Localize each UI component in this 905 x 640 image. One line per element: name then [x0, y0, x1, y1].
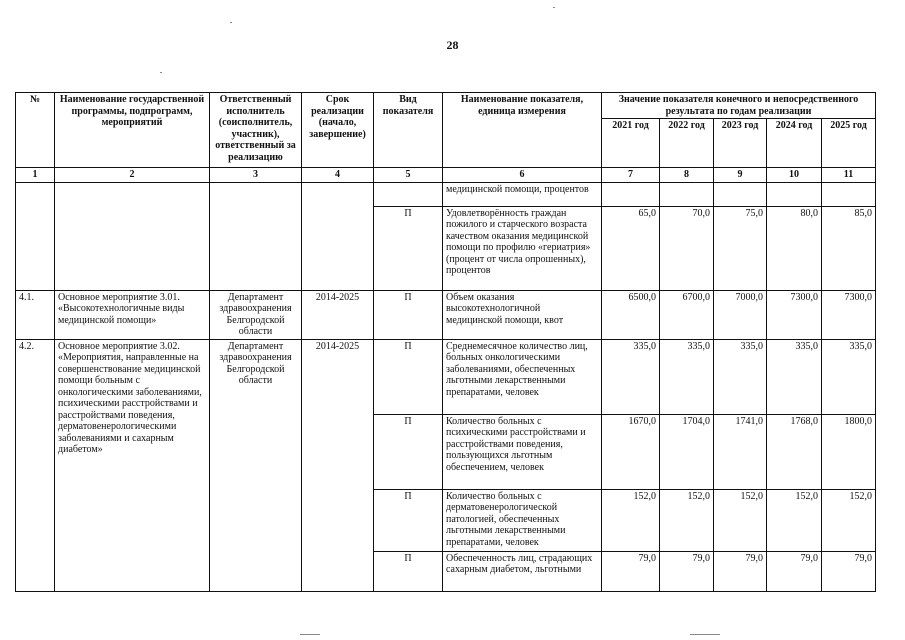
row-value: 152,0	[660, 489, 714, 551]
header-indicator-name: Наименование показателя, единица измерения	[443, 93, 602, 168]
row-value: 1741,0	[714, 414, 767, 489]
row-period: 2014-2025	[302, 290, 374, 339]
row-value: 152,0	[822, 489, 876, 551]
row-value: 335,0	[660, 339, 714, 414]
row-no: 4.1.	[16, 290, 55, 339]
row-executor: Департамент здравоохранения Белгородской области	[210, 339, 302, 591]
row-indicator: Обеспеченность лиц, страдающих сахарным диабетом, льготными	[443, 551, 602, 591]
column-number: 9	[714, 168, 767, 183]
row-period	[302, 182, 374, 290]
row-value: 335,0	[714, 339, 767, 414]
row-value: 79,0	[714, 551, 767, 591]
column-number: 3	[210, 168, 302, 183]
scan-speck	[230, 22, 232, 23]
row-type: П	[374, 551, 443, 591]
row-value	[822, 182, 876, 206]
column-number: 4	[302, 168, 374, 183]
row-no: 4.2.	[16, 339, 55, 591]
row-value: 152,0	[767, 489, 822, 551]
row-indicator: Объем оказания высокотехнологичной медицинской помощи, квот	[443, 290, 602, 339]
row-value: 79,0	[660, 551, 714, 591]
header-year: 2025 год	[822, 119, 876, 168]
row-type: П	[374, 339, 443, 414]
row-indicator: Среднемесячное количество лиц, больных онкологическими заболеваниями, обеспеченных льготными лекарственными препаратами, человек	[443, 339, 602, 414]
row-value	[660, 182, 714, 206]
row-value: 152,0	[714, 489, 767, 551]
table-row	[16, 182, 876, 206]
page-number: 28	[446, 38, 459, 52]
row-value: 65,0	[602, 206, 660, 290]
row-indicator: Количество больных с психическими расстройствами и расстройствами поведения, пользующихся льготным обеспечением, человек	[443, 414, 602, 489]
row-indicator: Количество больных с дерматовенерологической патологией, обеспеченных льготными лекарственными препаратами, человек	[443, 489, 602, 551]
program-table	[15, 92, 876, 592]
row-value: 1800,0	[822, 414, 876, 489]
row-type: П	[374, 290, 443, 339]
row-value: 7000,0	[714, 290, 767, 339]
header-program-name: Наименование государственной программы, подпрограмм, мероприятий	[55, 93, 210, 168]
row-type: П	[374, 489, 443, 551]
header-year: 2022 год	[660, 119, 714, 168]
column-number: 6	[443, 168, 602, 183]
row-value: 79,0	[822, 551, 876, 591]
row-no	[16, 182, 55, 290]
row-value: 7300,0	[822, 290, 876, 339]
row-value: 1768,0	[767, 414, 822, 489]
row-value	[714, 182, 767, 206]
header-executor: Ответственный исполнитель (соисполнитель, участник), ответственный за реализацию	[210, 93, 302, 168]
row-executor	[210, 182, 302, 290]
column-number: 1	[16, 168, 55, 183]
row-value: 7300,0	[767, 290, 822, 339]
row-value: 75,0	[714, 206, 767, 290]
row-value: 335,0	[767, 339, 822, 414]
row-value: 1704,0	[660, 414, 714, 489]
row-value: 6500,0	[602, 290, 660, 339]
row-period: 2014-2025	[302, 339, 374, 591]
column-number: 2	[55, 168, 210, 183]
scan-speck	[300, 634, 320, 635]
row-value: 335,0	[822, 339, 876, 414]
row-value	[602, 182, 660, 206]
row-name: Основное мероприятие 3.02. «Мероприятия, направленные на совершенствование медицинской помощи больным с онкологическими заболеваниями, психическими расстройствами и расстройствами поведения, дерматовенерологическими заболеваниями и сахарным диабетом»	[55, 339, 210, 591]
row-name: Основное мероприятие 3.01. «Высокотехнологичные виды медицинской помощи»	[55, 290, 210, 339]
scan-speck	[690, 634, 720, 635]
row-type	[374, 182, 443, 206]
row-value: 335,0	[602, 339, 660, 414]
row-type: П	[374, 206, 443, 290]
header-year: 2023 год	[714, 119, 767, 168]
header-no: №	[16, 93, 55, 168]
row-executor: Департамент здравоохранения Белгородской области	[210, 290, 302, 339]
header-values-group: Значение показателя конечного и непосредственного результата по годам реализации	[602, 93, 876, 119]
scan-speck	[160, 72, 162, 73]
row-value: 1670,0	[602, 414, 660, 489]
row-indicator: медицинской помощи, процентов	[443, 182, 602, 206]
header-year: 2024 год	[767, 119, 822, 168]
header-year: 2021 год	[602, 119, 660, 168]
scan-speck	[553, 7, 555, 8]
column-number: 11	[822, 168, 876, 183]
row-value: 79,0	[767, 551, 822, 591]
column-number: 8	[660, 168, 714, 183]
column-number: 10	[767, 168, 822, 183]
header-period: Срок реализации (начало, завершение)	[302, 93, 374, 168]
row-value: 79,0	[602, 551, 660, 591]
table-row	[16, 339, 876, 414]
row-value: 80,0	[767, 206, 822, 290]
row-value	[767, 182, 822, 206]
row-name	[55, 182, 210, 290]
row-type: П	[374, 414, 443, 489]
row-value: 70,0	[660, 206, 714, 290]
header-indicator-type: Вид показателя	[374, 93, 443, 168]
row-value: 85,0	[822, 206, 876, 290]
column-number: 7	[602, 168, 660, 183]
row-indicator: Удовлетворённость граждан пожилого и старческого возраста качеством оказания медицинской помощи по профилю «гериатрия» (процент от числа опрошенных), процентов	[443, 206, 602, 290]
row-value: 152,0	[602, 489, 660, 551]
column-number: 5	[374, 168, 443, 183]
row-value: 6700,0	[660, 290, 714, 339]
table-row	[16, 290, 876, 339]
